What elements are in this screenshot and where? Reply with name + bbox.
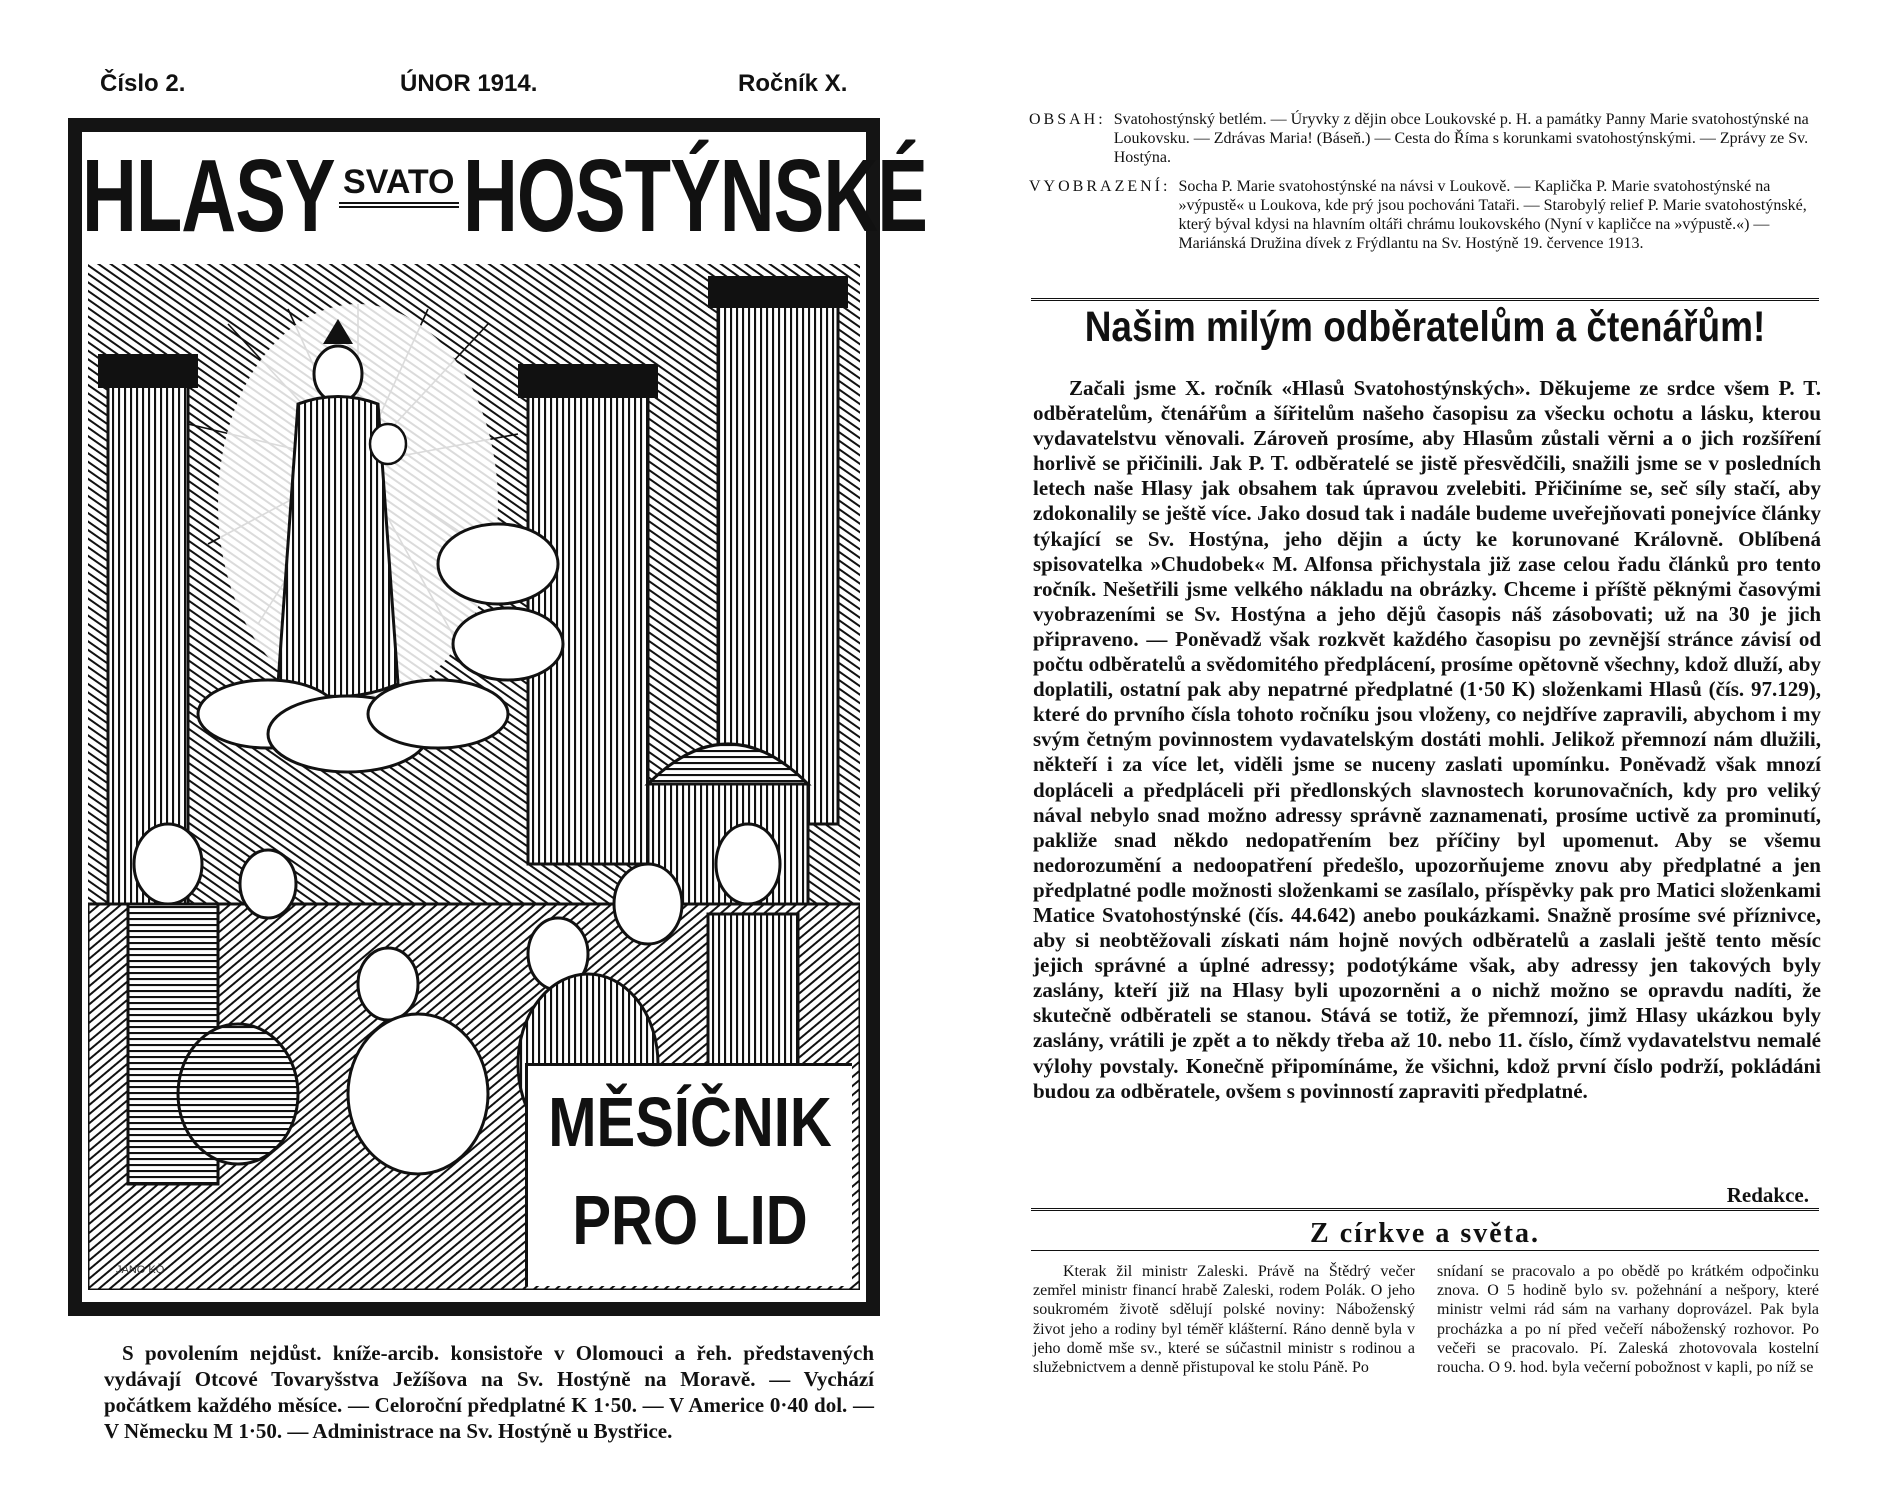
masthead-part2: SVATO	[339, 162, 458, 208]
article-signature: Redakce.	[1726, 1183, 1809, 1207]
left-capital	[98, 354, 198, 388]
illustrations-label: VYOBRAZENÍ:	[1029, 178, 1171, 195]
contents-row	[1029, 110, 1829, 167]
news-column-1: Kterak žil ministr Zaleski. Právě na Štědrý večer zemřel ministr financí hrabě Zaleski, rodem Polák. O jeho soukromém životě sdělují polské noviny: Náboženský život jeho a rodiny byl téměř klášterní. Ráno denně byla v jeho domě mše sv., které se súčastnil ministr s rodinou a služebnictvem a denně přistupoval ke stolu Páně. Po	[1033, 1263, 1415, 1377]
masthead-part3: HOSTÝNSKÉ	[462, 138, 927, 254]
issue-date: ÚNOR 1914.	[400, 70, 538, 97]
article-body: Začali jsme X. ročník «Hlasů Svatohostýnských». Děkujeme ze srdce všem P. T. odběratelům, čtenářům a šířitelům našeho časopisu za všecku ochotu a lásku, kterou vydavatelstvu věnovali. Zároveň prosíme, aby Hlasům zůstali věrni a o jich rozšíření horlivě se přičinili. Jak P. T. odběratelé se jistě přesvědčili, snažili jsme se v posledních letech naše Hlasy jak obsahem tak úpravou zvelebiti. Přičiníme se, seč síly stačí, aby zdokonalily se ještě více. Jako dosud tak i nadále budeme uveřejňovati ponejvíce články týkající se Sv. Hostýna, jeho dějin a úcty ke korunované Královně. Oblíbená spisovatelka »Chudobek« M. Alfonsa přichystala již zase celou řadu článků pro tento ročník. Nešetřili jsme velkého nákladu na obrázky. Chceme i příště pěknými časovými vyobrazeními se Sv. Hostýna a jeho dějů časopis náš zásobovati; už na 30 je jich připraveno. — Poněvadž však rozkvět každého časopisu po zevnější stránce závisí od počtu odběratelů a svědomitého předplácení, prosíme opětovně všechny, kdož dluží, aby doplatili, ostatní pak aby nepatrné předplatné (1·50 K) složenkami Hlasů (čís. 97.129), které do prvního čísla tohoto ročníku jsou vloženy, co nejdříve zapravili, abychom i my svým četným povinnostem vydavatelským dostáti mohli. Jelikož přemnozí nám dlužili, někteří i za více let, viděli jsme se nuceny zaslati upomínku. Poněvadž však mnozí dopláceli a předpláceli při předlonských slavnostech korunovačních, kdy pro veliký nával nebylo snad možno adressy správně zaznamenati, prosíme uctivě za prominutí, pakliže snad někdo nedopatřením bez příčiny byl upomenut. Aby se všemu nedorozumění a nedoopatření předešlo, upozorňujeme znovu aby předplatné a jen předplatné podle možnosti složenkami se zasílalo, příspěvky pak pro Matici složenkami Matice Svatohostýnské (čís. 44.642) anebo poukázkami. Snažně prosíme své příznivce, aby si neobtěžovali získati nám hojně nových odběratelů a zaslali ještě tento měsíc jejich správné a úplné adressy; podotýkáme však, aby adressy jen takových byly zaslány, kteří již na Hlasy byli upozorněni a o nichž možno se opravdu nadíti, že skutečně odběrateli se stanou. Stává se totiž, že přemnozí, jimž Hlasy ukázkou byly zaslány, vrátili je zpět a to někdy třeba až 10. nebo 11. číslo, čímž vydavatelstvu nemalé výlohy povstaly. Konečně připomínáme, že všichni, kdož první číslo podrží, pokládáni budou za odběratele, ovšem s povinností zapraviti předplatné.	[1033, 376, 1821, 1103]
subtitle-box	[525, 1063, 852, 1286]
issue-number: Číslo 2.	[100, 70, 186, 97]
section-title: Z církve a světa.	[1310, 1218, 1540, 1249]
contents-text: Svatohostýnský betlém. — Úryvky z dějin obce Loukovské p. H. a památky Panny Marie svatohostýnské na Loukovsku. — Zdrávas Maria! (Báseň.) — Cesta do Říma s korunkami svatohostýnskými. — Zprávy ze Sv. Hostýna.	[1113, 111, 1809, 166]
illustrations-text: Socha P. Marie svatohostýnské na návsi v Loukově. — Kaplička P. Marie svatohostýnské na »výpustě« u Loukova, kde prý jsou pochováni Tataři. — Starobylý relief P. Marie svatohostýnské, který býval kdysi na hlavním oltáři chrámu loukovského (Nyní v kapličce na »výpustě.«) — Mariánská Družina dívek z Frýdlantu na Sv. Hostýně 19. července 1913.	[1178, 178, 1807, 252]
masthead-part1: HLASY	[82, 138, 335, 254]
subtitle-line1: MĚSÍČNIK	[548, 1083, 832, 1162]
cover-inner	[82, 132, 927, 1302]
right-capital-1	[518, 364, 658, 398]
masthead	[82, 132, 927, 262]
contents-block	[1029, 110, 1829, 263]
divider-top	[1031, 298, 1819, 301]
volume-number: Ročník X.	[738, 70, 848, 97]
right-page	[949, 0, 1898, 1500]
news-columns	[1033, 1262, 1819, 1377]
news-column-2: snídaní se pracovalo a po obědě po krátkém odpočinku znova. O 5 hodině bylo sv. požehnání a nešpory, které ministr velmi rád sám na varhany doprovázel. Pak byla procházka a po ní před večeří náboženský rozhovor. Po večeři se pracovalo. Pí. Zaleská zhotovovala kostelní roucha. O 9. hod. byla večerní pobožnost v kapli, po níž se	[1437, 1263, 1819, 1377]
contents-label: OBSAH:	[1029, 111, 1106, 128]
article-title: Našim milým odběratelům a čtenářům!	[1084, 302, 1766, 350]
cover-frame	[68, 118, 927, 1316]
imprint-text: S povolením nejdůst. kníže-arcib. konsistoře v Olomouci a řeh. představených vydávají Otcové Tovaryšstva Ježíšova na Sv. Hostýně na Moravě. — Vychází počátkem každého měsíce. — Celoroční předplatné K 1·50. — V Americe 0·40 dol. — V Německu M 1·50. — Administrace na Sv. Hostýně u Bystřice.	[104, 1341, 874, 1443]
artist-signature: JANO KÖ	[116, 1264, 165, 1276]
divider-section-bottom	[1031, 1250, 1819, 1251]
right-capital-2	[708, 276, 848, 308]
illustrations-row	[1029, 177, 1829, 253]
subtitle-line2: PRO LID	[572, 1181, 808, 1260]
divider-section	[1031, 1208, 1819, 1211]
cover-illustration	[88, 264, 860, 1294]
